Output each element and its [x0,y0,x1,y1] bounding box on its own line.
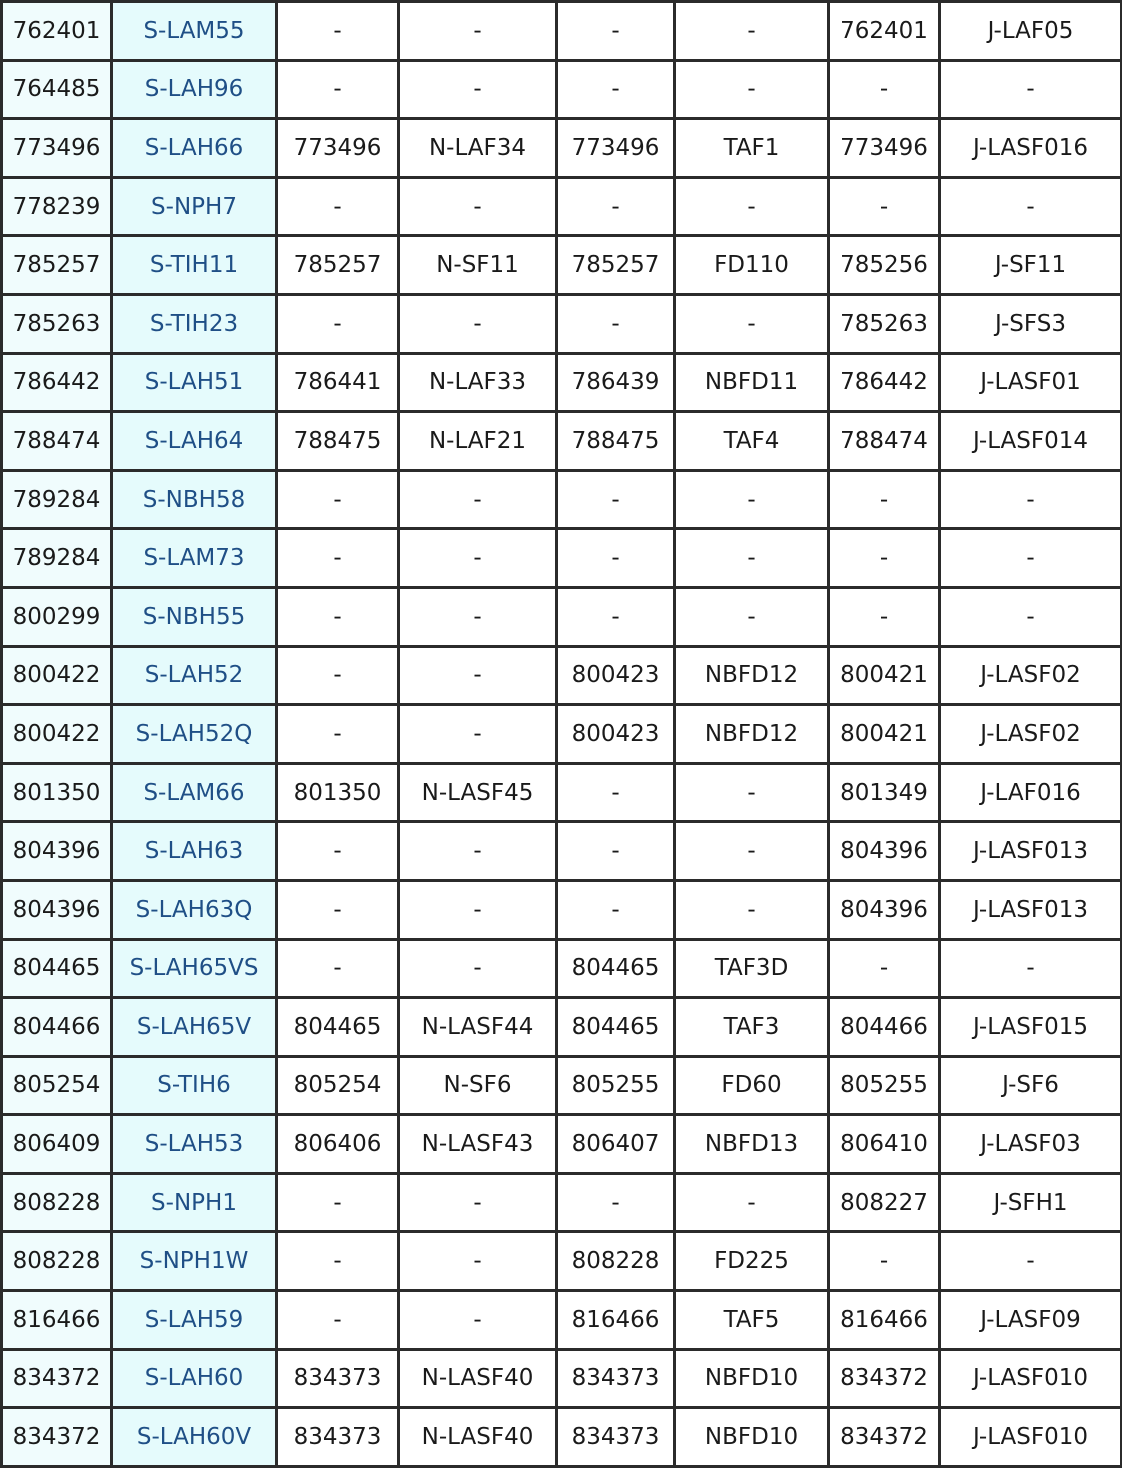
table-row [2,2,1122,61]
sumita-glass-cell: - [940,177,1122,236]
ohara-code-cell: 788474 [2,412,112,471]
ohara-glass-cell: S-TIH23 [112,294,277,353]
schott-code-cell: 801350 [277,763,399,822]
hoya-glass-cell: - [675,587,829,646]
sumita-code-cell: - [829,470,940,529]
ohara-glass-cell: S-LAH63 [112,822,277,881]
ohara-code-cell: 789284 [2,529,112,588]
table-row [2,880,1122,939]
hoya-glass-cell: NBFD12 [675,705,829,764]
ohara-code-cell: 762401 [2,2,112,61]
sumita-code-cell: 800421 [829,705,940,764]
schott-code-cell: - [277,705,399,764]
sumita-code-cell: 804396 [829,880,940,939]
schott-glass-cell: - [399,529,557,588]
hoya-code-cell: - [557,470,675,529]
ohara-code-cell: 804396 [2,880,112,939]
schott-glass-cell: N-SF11 [399,236,557,295]
hoya-code-cell: - [557,763,675,822]
ohara-glass-cell: S-LAH51 [112,353,277,412]
hoya-code-cell: - [557,822,675,881]
schott-code-cell: - [277,880,399,939]
ohara-code-cell: 805254 [2,1056,112,1115]
sumita-code-cell: - [829,1232,940,1291]
hoya-glass-cell: - [675,294,829,353]
schott-code-cell: - [277,470,399,529]
sumita-glass-cell: J-LAF016 [940,763,1122,822]
sumita-glass-cell: J-SFS3 [940,294,1122,353]
schott-glass-cell: - [399,470,557,529]
ohara-glass-cell: S-NPH1 [112,1173,277,1232]
hoya-glass-cell: NBFD12 [675,646,829,705]
table-row [2,470,1122,529]
ohara-glass-cell: S-LAM55 [112,2,277,61]
ohara-code-cell: 804465 [2,939,112,998]
table-row [2,763,1122,822]
ohara-code-cell: 834372 [2,1349,112,1408]
table-body [2,2,1122,1467]
sumita-glass-cell: J-LAF05 [940,2,1122,61]
schott-glass-cell: - [399,646,557,705]
sumita-glass-cell: J-SF11 [940,236,1122,295]
schott-code-cell: 804465 [277,998,399,1057]
sumita-code-cell: - [829,529,940,588]
schott-glass-cell: - [399,1232,557,1291]
ohara-glass-cell: S-LAH60V [112,1408,277,1467]
hoya-glass-cell: FD60 [675,1056,829,1115]
sumita-glass-cell: - [940,1232,1122,1291]
hoya-glass-cell: TAF1 [675,119,829,178]
sumita-glass-cell: J-LASF02 [940,705,1122,764]
sumita-glass-cell: J-LASF09 [940,1291,1122,1350]
sumita-code-cell: 773496 [829,119,940,178]
sumita-code-cell: 800421 [829,646,940,705]
schott-glass-cell: N-LAF34 [399,119,557,178]
ohara-glass-cell: S-LAM66 [112,763,277,822]
ohara-code-cell: 804466 [2,998,112,1057]
schott-code-cell: - [277,177,399,236]
hoya-glass-cell: - [675,470,829,529]
sumita-code-cell: 805255 [829,1056,940,1115]
sumita-glass-cell: - [940,529,1122,588]
ohara-code-cell: 800299 [2,587,112,646]
schott-code-cell: 786441 [277,353,399,412]
table-row [2,646,1122,705]
hoya-glass-cell: - [675,1173,829,1232]
ohara-glass-cell: S-TIH11 [112,236,277,295]
sumita-glass-cell: J-LASF013 [940,822,1122,881]
ohara-code-cell: 789284 [2,470,112,529]
ohara-glass-cell: S-NBH58 [112,470,277,529]
ohara-code-cell: 801350 [2,763,112,822]
sumita-code-cell: 785263 [829,294,940,353]
hoya-code-cell: - [557,529,675,588]
schott-code-cell: 805254 [277,1056,399,1115]
sumita-glass-cell: J-LASF016 [940,119,1122,178]
ohara-glass-cell: S-NPH1W [112,1232,277,1291]
table-row [2,1115,1122,1174]
table-row [2,939,1122,998]
ohara-glass-cell: S-NPH7 [112,177,277,236]
ohara-code-cell: 785257 [2,236,112,295]
ohara-glass-cell: S-LAM73 [112,529,277,588]
schott-glass-cell: N-LAF21 [399,412,557,471]
sumita-code-cell: 834372 [829,1408,940,1467]
sumita-glass-cell: - [940,60,1122,119]
sumita-code-cell: 816466 [829,1291,940,1350]
sumita-code-cell: - [829,939,940,998]
hoya-glass-cell: - [675,880,829,939]
schott-glass-cell: N-LASF44 [399,998,557,1057]
hoya-code-cell: - [557,177,675,236]
ohara-glass-cell: S-LAH96 [112,60,277,119]
table-row [2,294,1122,353]
schott-code-cell: 773496 [277,119,399,178]
schott-code-cell: 834373 [277,1408,399,1467]
hoya-glass-cell: FD225 [675,1232,829,1291]
hoya-glass-cell: - [675,822,829,881]
hoya-glass-cell: TAF4 [675,412,829,471]
sumita-glass-cell: - [940,939,1122,998]
schott-code-cell: - [277,294,399,353]
hoya-code-cell: - [557,2,675,61]
hoya-glass-cell: NBFD10 [675,1349,829,1408]
schott-code-cell: - [277,646,399,705]
hoya-glass-cell: - [675,529,829,588]
ohara-code-cell: 816466 [2,1291,112,1350]
sumita-glass-cell: J-LASF013 [940,880,1122,939]
table-row [2,1349,1122,1408]
ohara-code-cell: 806409 [2,1115,112,1174]
sumita-code-cell: - [829,60,940,119]
table-row [2,60,1122,119]
ohara-code-cell: 773496 [2,119,112,178]
hoya-glass-cell: - [675,177,829,236]
hoya-code-cell: 834373 [557,1408,675,1467]
table-row [2,412,1122,471]
schott-code-cell: - [277,822,399,881]
ohara-code-cell: 834372 [2,1408,112,1467]
schott-code-cell: - [277,1173,399,1232]
ohara-code-cell: 804396 [2,822,112,881]
hoya-code-cell: 800423 [557,646,675,705]
hoya-code-cell: 773496 [557,119,675,178]
hoya-code-cell: 816466 [557,1291,675,1350]
sumita-glass-cell: J-LASF01 [940,353,1122,412]
schott-code-cell: 806406 [277,1115,399,1174]
schott-glass-cell: - [399,587,557,646]
hoya-code-cell: 805255 [557,1056,675,1115]
hoya-glass-cell: - [675,60,829,119]
ohara-code-cell: 785263 [2,294,112,353]
table-row [2,236,1122,295]
table-row [2,119,1122,178]
ohara-code-cell: 800422 [2,646,112,705]
ohara-code-cell: 808228 [2,1173,112,1232]
ohara-glass-cell: S-LAH53 [112,1115,277,1174]
schott-glass-cell: N-LAF33 [399,353,557,412]
schott-code-cell: - [277,1232,399,1291]
sumita-code-cell: 834372 [829,1349,940,1408]
schott-glass-cell: N-SF6 [399,1056,557,1115]
sumita-glass-cell: - [940,470,1122,529]
ohara-glass-cell: S-LAH59 [112,1291,277,1350]
schott-code-cell: 785257 [277,236,399,295]
schott-glass-cell: - [399,294,557,353]
sumita-code-cell: - [829,177,940,236]
table-row [2,998,1122,1057]
schott-glass-cell: N-LASF45 [399,763,557,822]
ohara-code-cell: 764485 [2,60,112,119]
hoya-glass-cell: NBFD13 [675,1115,829,1174]
schott-glass-cell: - [399,60,557,119]
ohara-glass-cell: S-LAH52 [112,646,277,705]
sumita-code-cell: 804466 [829,998,940,1057]
sumita-code-cell: 785256 [829,236,940,295]
sumita-code-cell: 804396 [829,822,940,881]
sumita-glass-cell: - [940,587,1122,646]
table-row [2,1408,1122,1467]
schott-glass-cell: N-LASF40 [399,1349,557,1408]
table-row [2,1291,1122,1350]
sumita-glass-cell: J-LASF015 [940,998,1122,1057]
schott-glass-cell: N-LASF40 [399,1408,557,1467]
schott-code-cell: - [277,2,399,61]
ohara-code-cell: 800422 [2,705,112,764]
hoya-code-cell: - [557,1173,675,1232]
sumita-glass-cell: J-LASF010 [940,1408,1122,1467]
hoya-glass-cell: - [675,2,829,61]
table-row [2,1232,1122,1291]
schott-code-cell: 788475 [277,412,399,471]
ohara-glass-cell: S-LAH63Q [112,880,277,939]
schott-glass-cell: - [399,1173,557,1232]
ohara-glass-cell: S-LAH64 [112,412,277,471]
ohara-code-cell: 808228 [2,1232,112,1291]
sumita-glass-cell: J-SFH1 [940,1173,1122,1232]
table-row [2,177,1122,236]
sumita-code-cell: 808227 [829,1173,940,1232]
hoya-glass-cell: TAF5 [675,1291,829,1350]
ohara-code-cell: 786442 [2,353,112,412]
sumita-code-cell: 786442 [829,353,940,412]
hoya-code-cell: 800423 [557,705,675,764]
schott-code-cell: 834373 [277,1349,399,1408]
hoya-code-cell: 834373 [557,1349,675,1408]
schott-code-cell: - [277,939,399,998]
hoya-glass-cell: TAF3 [675,998,829,1057]
sumita-glass-cell: J-LASF010 [940,1349,1122,1408]
hoya-code-cell: 788475 [557,412,675,471]
hoya-code-cell: 786439 [557,353,675,412]
ohara-glass-cell: S-LAH65VS [112,939,277,998]
ohara-glass-cell: S-LAH65V [112,998,277,1057]
ohara-glass-cell: S-LAH60 [112,1349,277,1408]
ohara-glass-cell: S-NBH55 [112,587,277,646]
table-row [2,1056,1122,1115]
table-row [2,705,1122,764]
schott-code-cell: - [277,529,399,588]
schott-code-cell: - [277,1291,399,1350]
sumita-code-cell: 801349 [829,763,940,822]
ohara-glass-cell: S-LAH52Q [112,705,277,764]
sumita-code-cell: - [829,587,940,646]
hoya-code-cell: 808228 [557,1232,675,1291]
sumita-glass-cell: J-LASF014 [940,412,1122,471]
schott-glass-cell: N-LASF43 [399,1115,557,1174]
hoya-code-cell: - [557,294,675,353]
hoya-glass-cell: TAF3D [675,939,829,998]
table-row [2,1173,1122,1232]
table-row [2,822,1122,881]
hoya-glass-cell: NBFD10 [675,1408,829,1467]
sumita-code-cell: 762401 [829,2,940,61]
table-row [2,353,1122,412]
schott-glass-cell: - [399,822,557,881]
schott-glass-cell: - [399,2,557,61]
schott-glass-cell: - [399,880,557,939]
hoya-glass-cell: FD110 [675,236,829,295]
sumita-code-cell: 788474 [829,412,940,471]
ohara-glass-cell: S-TIH6 [112,1056,277,1115]
hoya-code-cell: 804465 [557,998,675,1057]
hoya-glass-cell: NBFD11 [675,353,829,412]
hoya-code-cell: - [557,880,675,939]
sumita-glass-cell: J-LASF02 [940,646,1122,705]
table-row [2,587,1122,646]
ohara-code-cell: 778239 [2,177,112,236]
hoya-code-cell: 804465 [557,939,675,998]
hoya-code-cell: - [557,60,675,119]
schott-glass-cell: - [399,177,557,236]
schott-code-cell: - [277,587,399,646]
table-row [2,529,1122,588]
sumita-glass-cell: J-LASF03 [940,1115,1122,1174]
hoya-code-cell: 806407 [557,1115,675,1174]
schott-glass-cell: - [399,939,557,998]
schott-code-cell: - [277,60,399,119]
hoya-code-cell: 785257 [557,236,675,295]
schott-glass-cell: - [399,705,557,764]
ohara-glass-cell: S-LAH66 [112,119,277,178]
sumita-glass-cell: J-SF6 [940,1056,1122,1115]
schott-glass-cell: - [399,1291,557,1350]
hoya-glass-cell: - [675,763,829,822]
sumita-code-cell: 806410 [829,1115,940,1174]
hoya-code-cell: - [557,587,675,646]
